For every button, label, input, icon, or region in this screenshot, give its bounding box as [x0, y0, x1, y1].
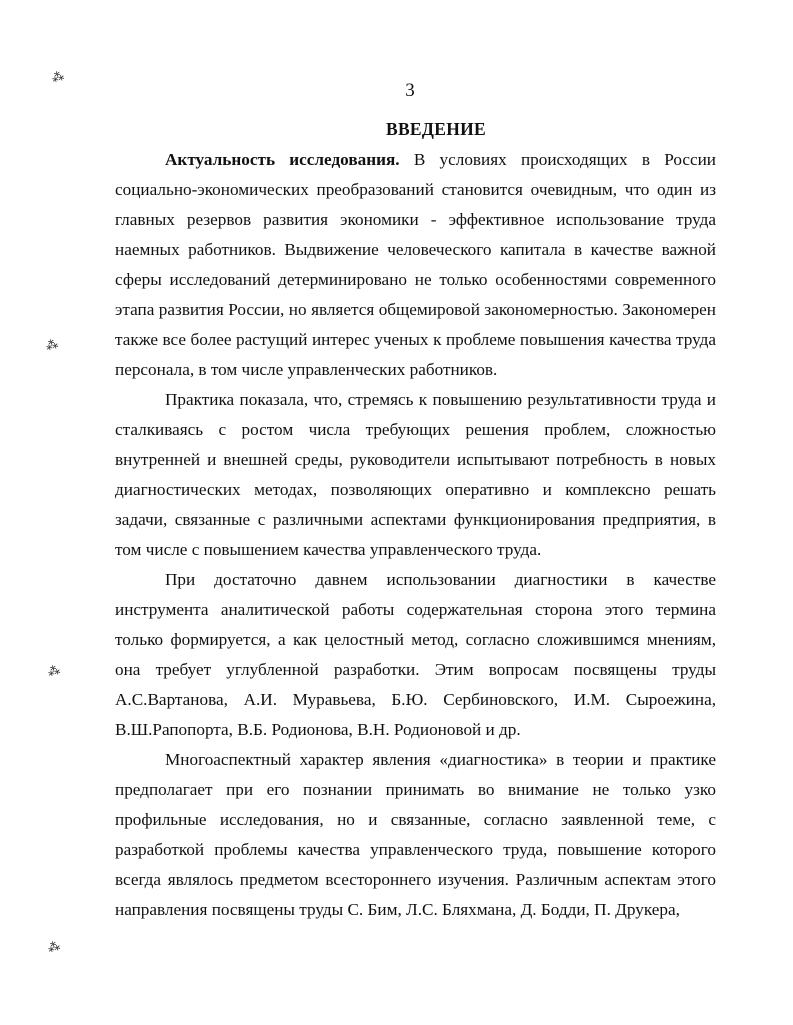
binding-hole-mark-icon: ⁂: [44, 336, 60, 354]
paragraph-body: В условиях происходящих в России социально-экономических преобразований становится очевидным, что один из главных резервов развития экономики - эффективное использование труда наемных работников. Выдвижение человеческого капитала в качестве важной сферы исследований детерминировано не только особенностями современного этапа развития России, но является общемировой закономерностью. Закономерен также все более растущий интерес ученых к проблеме повышения качества труда персонала, в том числе управленческих работников.: [115, 150, 717, 379]
binding-hole-mark-icon: ⁂: [46, 662, 62, 680]
binding-hole-mark-icon: ⁂: [50, 68, 66, 86]
page-heading: ВВЕДЕНИЕ: [385, 119, 487, 139]
page-number: 3: [405, 80, 415, 101]
paragraph-lead-in: Актуальность исследования.: [165, 150, 400, 169]
paragraph-relevance: [115, 145, 716, 385]
paragraph-practice: Практика показала, что, стремясь к повышению результативности труда и сталкиваясь с ростом числа требующих решения проблем, сложностью внутренней и внешней среды, руководители испытывают потребность в новых диагностических методах, позволяющих оперативно и комплексно решать задачи, связанные с различными аспектами функционирования предприятия, в том числе с повышением качества управленческого труда.: [115, 390, 716, 559]
binding-hole-mark-icon: ⁂: [46, 938, 62, 956]
paragraph-diagnostics: При достаточно давнем использовании диагностики в качестве инструмента аналитической работы содержательная сторона этого термина только формируется, а как целостный метод, согласно сложившимся мнениям, она требует углубленной разработки. Этим вопросам посвящены труды А.С.Вартанова, А.И. Муравьева, Б.Ю. Сербиновского, И.М. Сыроежина, В.Ш.Рапопорта, В.Б. Родионова, В.Н. Родионовой и др.: [115, 570, 716, 739]
paragraph-multiaspect: Многоаспектный характер явления «диагностика» в теории и практике предполагает при его познании принимать во внимание не только узко профильные исследования, но и связанные, согласно заявленной теме, с разработкой проблемы качества управленческого труда, повышение которого всегда являлось предметом всестороннего изучения. Различным аспектам этого направления посвящены труды С. Бим, Л.С. Бляхмана, Д. Бодди, П. Друкера,: [115, 750, 716, 919]
